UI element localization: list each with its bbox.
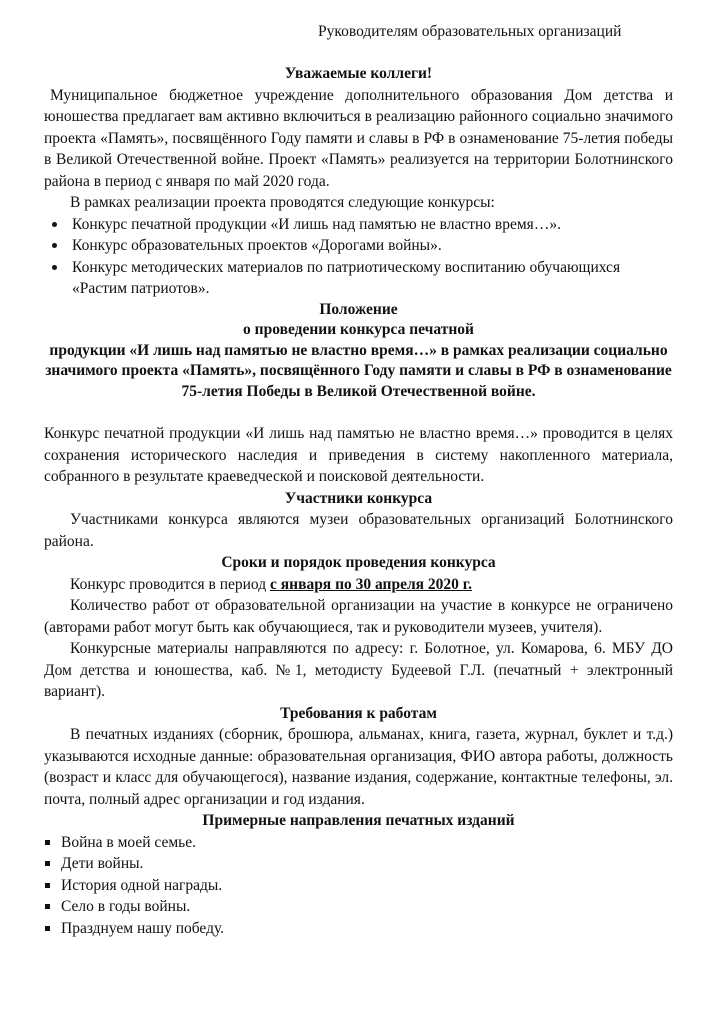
terms-quantity: Количество работ от образовательной организации на участие в конкурсе не ограничено (авторами работ могут быть как обучающиеся, так и руководители музеев, учителя). bbox=[44, 597, 673, 636]
addressee: Руководителям образовательных организаций bbox=[318, 23, 622, 40]
list-item: Село в годы войны. bbox=[44, 896, 673, 918]
terms-heading: Сроки и порядок проведения конкурса bbox=[221, 554, 496, 571]
terms-period bbox=[44, 574, 673, 596]
terms-period-prefix: Конкурс проводится в период bbox=[70, 575, 270, 593]
contests-intro: В рамках реализации проекта проводятся следующие конкурсы: bbox=[70, 194, 495, 211]
list-item: Война в моей семье. bbox=[44, 832, 673, 854]
list-item: Конкурс печатной продукции «И лишь над памятью не властно время…». bbox=[44, 214, 673, 236]
regulation-title-line: продукции «И лишь над памятью не властно время…» в рамках реализации социально значимого проекта «Память», посвящённого Году памяти и славы в РФ в ознаменование 75-летия Победы в Великой Отечественной войне. bbox=[45, 341, 672, 400]
list-item: Конкурс методических материалов по патриотическому воспитанию обучающихся «Растим патриотов». bbox=[44, 257, 673, 300]
contests-list bbox=[44, 214, 673, 300]
requirements-paragraph: В печатных изданиях (сборник, брошюра, альманах, книга, газета, журнал, буклет и т.д.) указываются исходные данные: образовательная организация, ФИО автора работы, должность (возраст и класс для обучающегося), название издания, содержание, контактные телефоны, эл. почта, полный адрес организации и год издания. bbox=[44, 726, 673, 808]
participants-paragraph: Участниками конкурса являются музеи образовательных организаций Болотнинского района. bbox=[44, 511, 673, 550]
greeting: Уважаемые коллеги! bbox=[284, 65, 433, 82]
regulation-title bbox=[44, 300, 673, 403]
list-item: Празднуем нашу победу. bbox=[44, 918, 673, 940]
participants-heading: Участники конкурса bbox=[284, 489, 433, 507]
terms-address: Конкурсные материалы направляются по адресу: г. Болотное, ул. Комарова, 6. МБУ ДО Дом детства и юношества, каб. №1, методисту Будеевой Г.Л. (печатный + электронный вариант). bbox=[44, 640, 673, 700]
requirements-heading: Требования к работам bbox=[280, 704, 437, 722]
directions-heading: Примерные направления печатных изданий bbox=[202, 812, 515, 829]
terms-period-dates: с января по 30 апреля 2020 г. bbox=[270, 575, 472, 593]
regulation-title-line: о проведении конкурса печатной bbox=[243, 321, 474, 338]
intro-paragraph: Муниципальное бюджетное учреждение дополнительного образования Дом детства и юношества предлагает вам активно включиться в реализацию районного социально значимого проекта «Память», посвящённого Году памяти и славы в РФ в ознаменование 75-летия победы в Великой Отечественной войне. Проект «Память» реализуется на территории Болотнинского района в период с января по май 2020 года. bbox=[44, 86, 673, 190]
list-item: Дети войны. bbox=[44, 853, 673, 875]
list-item: История одной награды. bbox=[44, 875, 673, 897]
spacer bbox=[44, 402, 673, 423]
goal-paragraph: Конкурс печатной продукции «И лишь над памятью не властно время…» проводится в целях сохранения исторического наследия и приведения в систему накопленного материала, собранного в результате краеведческой и поисковой деятельности. bbox=[44, 425, 673, 485]
list-item: Конкурс образовательных проектов «Дорогами войны». bbox=[44, 235, 673, 257]
regulation-title-line: Положение bbox=[319, 300, 398, 318]
document-body bbox=[44, 63, 673, 939]
directions-list bbox=[44, 832, 673, 940]
